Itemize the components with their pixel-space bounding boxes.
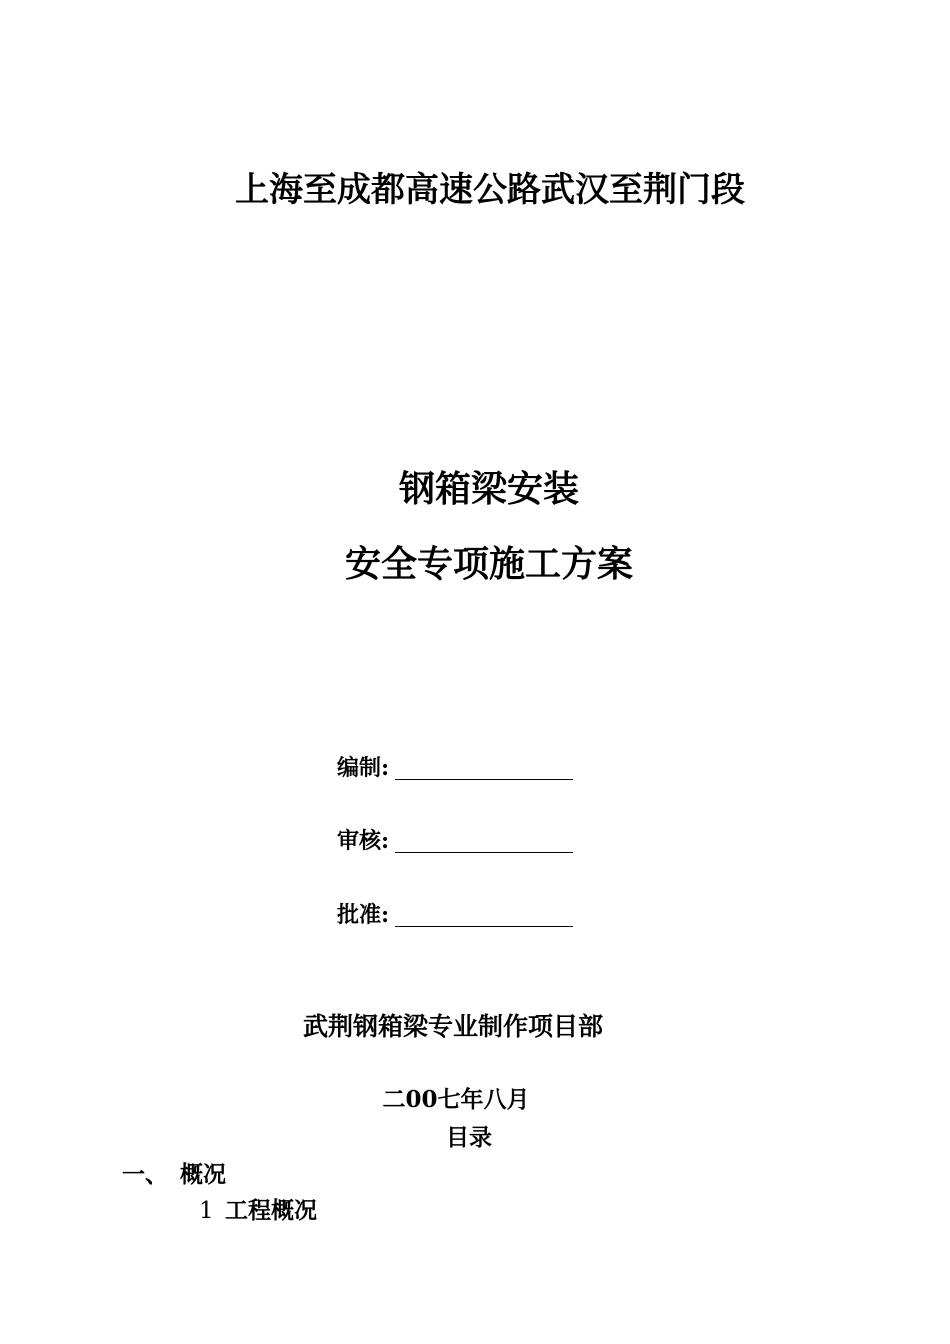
signature-blank-line [395, 926, 573, 927]
signature-label: 编制: [337, 755, 390, 781]
toc-item-number: 1 [199, 1198, 214, 1224]
toc-item-level-2 [199, 1195, 317, 1227]
document-title-line-1: 钢箱梁安装 [398, 468, 579, 510]
signature-blank-line [395, 852, 573, 853]
toc-title: 目录 [446, 1124, 492, 1151]
document-title-line-2: 安全专项施工方案 [344, 543, 633, 585]
toc-item-label: 概况 [180, 1161, 226, 1188]
project-title: 上海至成都高速公路武汉至荆门段 [235, 170, 745, 210]
document-date: 二00七年八月 [382, 1086, 530, 1113]
toc-item-label: 工程概况 [225, 1197, 317, 1224]
signature-row-approved [337, 900, 573, 930]
toc-item-number: 一、 [122, 1161, 168, 1188]
signature-row-compiled [337, 753, 573, 783]
toc-item-level-1 [122, 1159, 226, 1191]
signature-label: 审核: [337, 828, 390, 854]
signature-label: 批准: [337, 902, 390, 928]
signature-row-reviewed [337, 826, 573, 856]
signature-blank-line [395, 779, 573, 780]
organization-name: 武荆钢箱梁专业制作项目部 [302, 1012, 603, 1041]
